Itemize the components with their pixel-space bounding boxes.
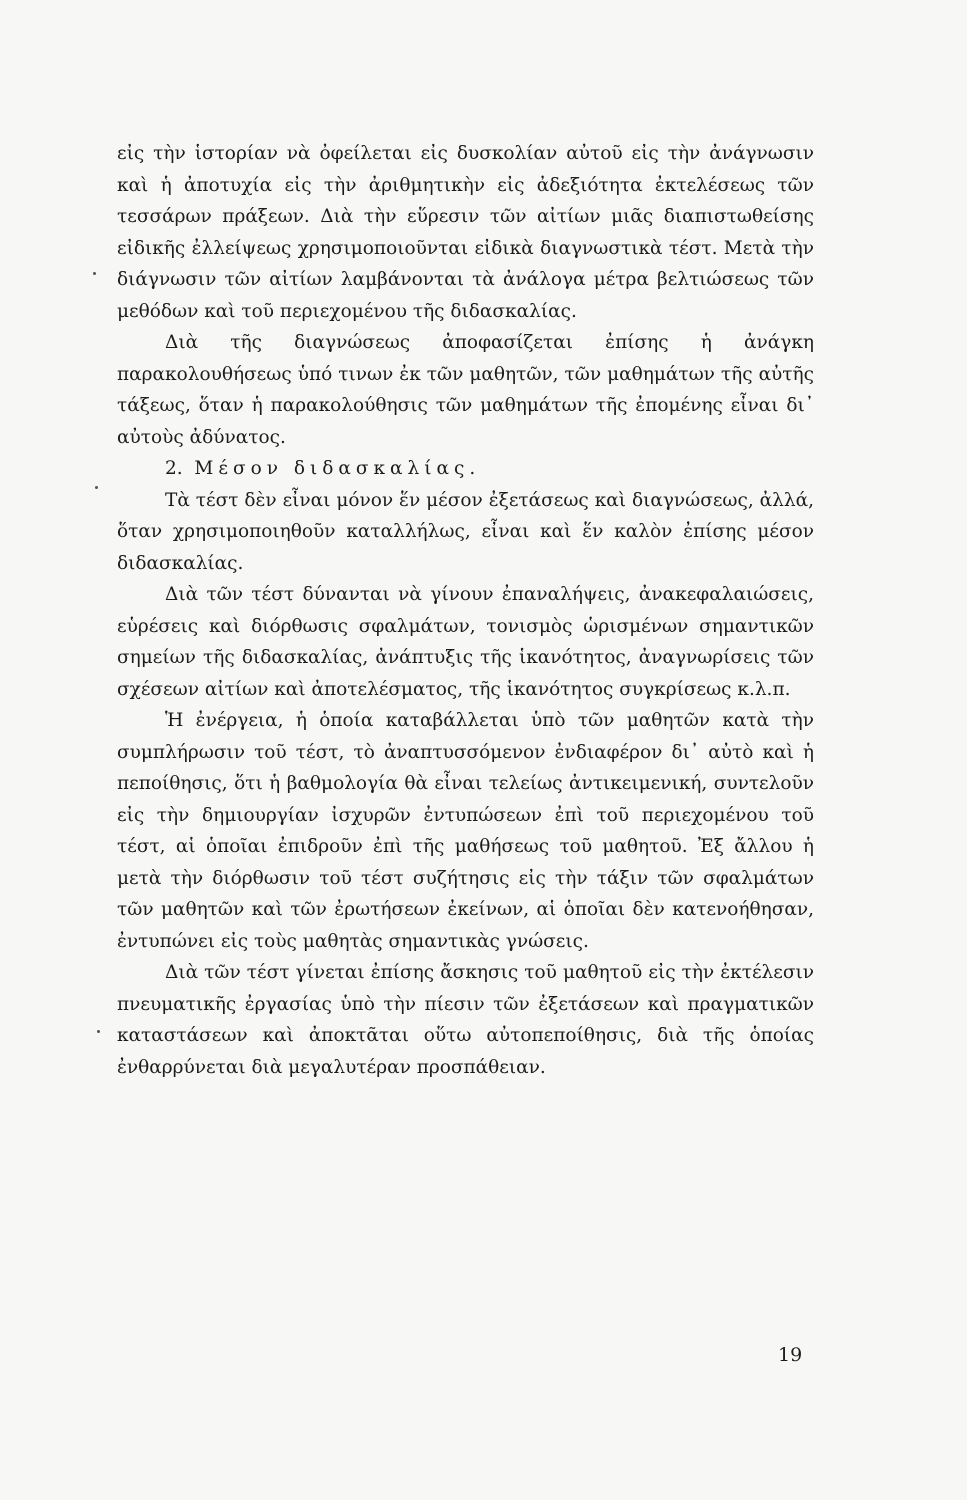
section-title: Μέσον διδασκαλίας. — [194, 458, 481, 479]
paragraph-continued: εἰς τὴν ἱστορίαν νὰ ὀφείλεται εἰς δυσκολίαν αὐτοῦ εἰς τὴν ἀνάγνωσιν καὶ ἡ ἀποτυχία εἰς τὴν ἀριθμητικὴν εἰς ἀδεξιότητα ἐκτελέσεως τῶν τεσσάρων πράξεων. Διὰ τὴν εὕρεσιν τῶν αἰτίων μιᾶς διαπιστωθείσης εἰδικῆς ἐλλείψεως χρησιμοποιοῦνται εἰδικὰ διαγνωστικὰ τέστ. Μετὰ τὴν διάγνωσιν τῶν αἰτίων λαμβάνονται τὰ ἀνάλογα μέτρα βελτιώσεως τῶν μεθόδων καὶ τοῦ περιεχομένου τῆς διδασκαλίας. — [117, 143, 814, 322]
scan-speck — [93, 272, 96, 275]
section-heading — [117, 453, 814, 485]
scan-speck — [97, 1030, 100, 1033]
body-text — [117, 138, 814, 1083]
paragraph: Ἡ ἐνέργεια, ἡ ὁποία καταβάλλεται ὑπὸ τῶν μαθητῶν κατὰ τὴν συμπλήρωσιν τοῦ τέστ, τὸ ἀναπτυσσόμενον ἐνδιαφέρον δι᾽ αὐτὸ καὶ ἡ πεποίθησις, ὅτι ἡ βαθμολογία θὰ εἶναι τελείως ἀντικειμενική, συντελοῦν εἰς τὴν δημιουργίαν ἰσχυρῶν ἐντυπώσεων ἐπὶ τοῦ περιεχομένου τοῦ τέστ, αἱ ὁποῖαι ἐπιδροῦν ἐπὶ τῆς μαθήσεως τοῦ μαθητοῦ. Ἐξ ἄλλου ἡ μετὰ τὴν διόρθωσιν τοῦ τέστ συζήτησις εἰς τὴν τάξιν τῶν σφαλμάτων τῶν μαθητῶν καὶ τῶν ἐρωτήσεων ἐκείνων, αἱ ὁποῖαι δὲν κατενοήθησαν, ἐντυπώνει εἰς τοὺς μαθητὰς σημαντικὰς γνώσεις. — [117, 710, 814, 952]
paragraph: Τὰ τέστ δὲν εἶναι μόνον ἕν μέσον ἐξετάσεως καὶ διαγνώσεως, ἀλλά, ὅταν χρησιμοποιηθοῦν καταλλήλως, εἶναι καὶ ἕν καλὸν ἐπίσης μέσον διδασκαλίας. — [117, 489, 814, 574]
paragraph: Διὰ τῶν τέστ γίνεται ἐπίσης ἄσκησις τοῦ μαθητοῦ εἰς τὴν ἐκτέλεσιν πνευματικῆς ἐργασίας ὑπὸ τὴν πίεσιν τῶν ἐξετάσεων καὶ πραγματικῶν καταστάσεων καὶ ἀποκτᾶται οὕτω αὐτοπεποίθησις, διὰ τῆς ὁποίας ἐνθαρρύνεται διὰ μεγαλυτέραν προσπάθειαν. — [117, 962, 814, 1078]
section-number: 2. — [165, 458, 183, 479]
scan-speck — [95, 486, 98, 489]
paragraph: Διὰ τῶν τέστ δύνανται νὰ γίνουν ἐπαναλήψεις, ἀνακεφαλαιώσεις, εὑρέσεις καὶ διόρθωσις σφαλμάτων, τονισμὸς ὡρισμένων σημαντικῶν σημείων τῆς διδασκαλίας, ἀνάπτυξις τῆς ἱκανότητος, ἀναγνωρίσεις τῶν σχέσεων αἰτίων καὶ ἀποτελέσματος, τῆς ἱκανότητος συγκρίσεως κ.λ.π. — [117, 584, 814, 700]
page-number: 19 — [778, 1344, 803, 1366]
paragraph: Διὰ τῆς διαγνώσεως ἀποφασίζεται ἐπίσης ἡ ἀνάγκη παρακολουθήσεως ὑπό τινων ἐκ τῶν μαθητῶν, τῶν μαθημάτων τῆς αὐτῆς τάξεως, ὅταν ἡ παρακολούθησις τῶν μαθημάτων τῆς ἐπομένης εἶναι δι᾽ αὐτοὺς ἀδύνατος. — [117, 332, 814, 448]
